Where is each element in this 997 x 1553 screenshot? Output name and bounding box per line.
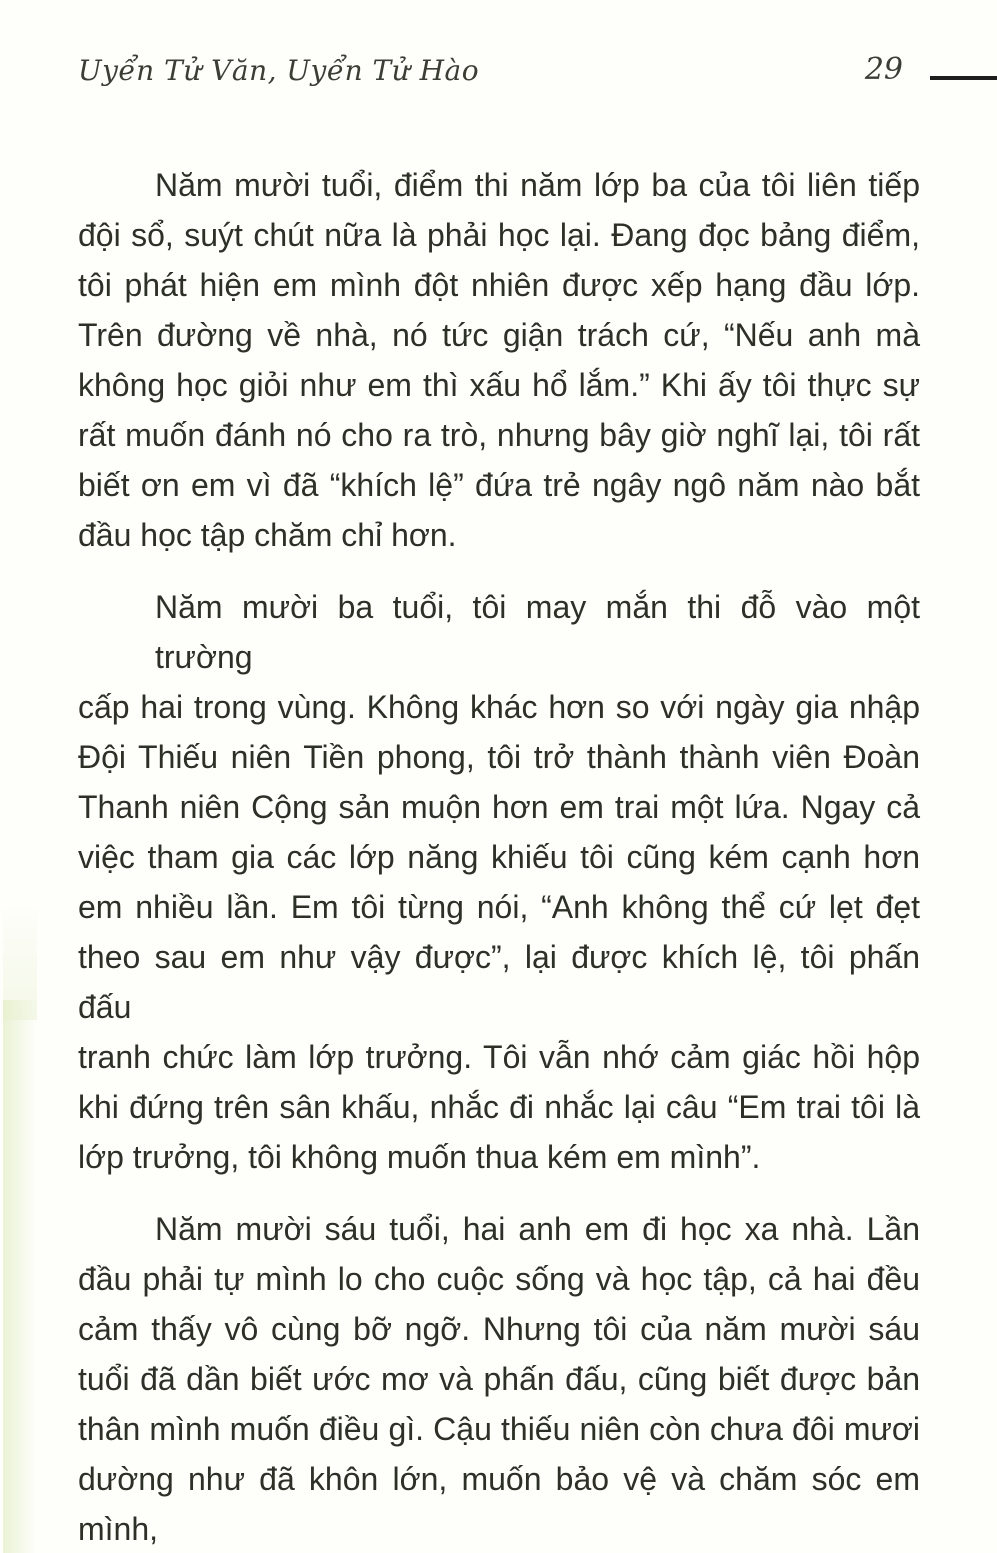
scan-edge-tint xyxy=(3,1000,37,1553)
running-header xyxy=(78,52,997,94)
text-line: cấp hai trong vùng. Không khác hơn so với ngày gia nhập xyxy=(78,689,920,725)
header-author: Uyển Tử Văn, Uyển Tử Hào xyxy=(78,54,480,87)
text-line: lớp trưởng, tôi không muốn thua kém em mình”. xyxy=(78,1139,761,1175)
text-line: không học giỏi như em thì xấu hổ lắm.” Khi ấy tôi thực sự xyxy=(78,367,920,403)
text-line: Thanh niên Cộng sản muộn hơn em trai một lứa. Ngay cả xyxy=(78,789,920,825)
text-line: theo sau em như vậy được”, lại được khích lệ, tôi phấn đấu xyxy=(78,939,920,1025)
text-line: Năm mười tuổi, điểm thi năm lớp ba của tôi liên tiếp xyxy=(155,167,920,203)
text-line: đầu học tập chăm chỉ hơn. xyxy=(78,517,457,553)
scan-edge-tint-fade xyxy=(3,900,37,1020)
text-line: tranh chức làm lớp trưởng. Tôi vẫn nhớ cảm giác hồi hộp xyxy=(78,1039,920,1075)
text-line: đội sổ, suýt chút nữa là phải học lại. Đang đọc bảng điểm, xyxy=(78,217,920,253)
text-line: rất muốn đánh nó cho ra trò, nhưng bây giờ nghĩ lại, tôi rất xyxy=(78,417,920,453)
text-line: Năm mười ba tuổi, tôi may mắn thi đỗ vào một trường xyxy=(155,589,920,675)
text-line: tuổi đã dần biết ước mơ và phấn đấu, cũng biết được bản xyxy=(78,1361,920,1397)
page-number: 29 xyxy=(864,52,903,87)
text-line: Đội Thiếu niên Tiền phong, tôi trở thành thành viên Đoàn xyxy=(78,739,920,775)
text-line: Năm mười sáu tuổi, hai anh em đi học xa nhà. Lần xyxy=(155,1211,920,1247)
text-line: dường như đã khôn lớn, muốn bảo vệ và chăm sóc em mình, xyxy=(78,1461,920,1547)
text-line: việc tham gia các lớp năng khiếu tôi cũng kém cạnh hơn xyxy=(78,839,920,875)
text-line: tôi phát hiện em mình đột nhiên được xếp hạng đầu lớp. xyxy=(78,267,920,303)
text-line: Trên đường về nhà, nó tức giận trách cứ, “Nếu anh mà xyxy=(78,317,920,353)
paragraph-3 xyxy=(78,1204,920,1553)
paragraph-1 xyxy=(78,160,920,560)
text-line: khi đứng trên sân khấu, nhắc đi nhắc lại câu “Em trai tôi là xyxy=(78,1089,920,1125)
text-line: đầu phải tự mình lo cho cuộc sống và học tập, cả hai đều xyxy=(78,1261,920,1297)
header-rule xyxy=(930,76,997,80)
text-line: thân mình muốn điều gì. Cậu thiếu niên còn chưa đôi mươi xyxy=(78,1411,920,1447)
text-line: em nhiều lần. Em tôi từng nói, “Anh không thể cứ lẹt đẹt xyxy=(78,889,920,925)
text-line: cảm thấy vô cùng bỡ ngỡ. Nhưng tôi của năm mười sáu xyxy=(78,1311,920,1347)
text-line: biết ơn em vì đã “khích lệ” đứa trẻ ngây ngô năm nào bắt xyxy=(78,467,920,503)
paragraph-2 xyxy=(78,582,920,1182)
body-text xyxy=(78,160,920,1553)
